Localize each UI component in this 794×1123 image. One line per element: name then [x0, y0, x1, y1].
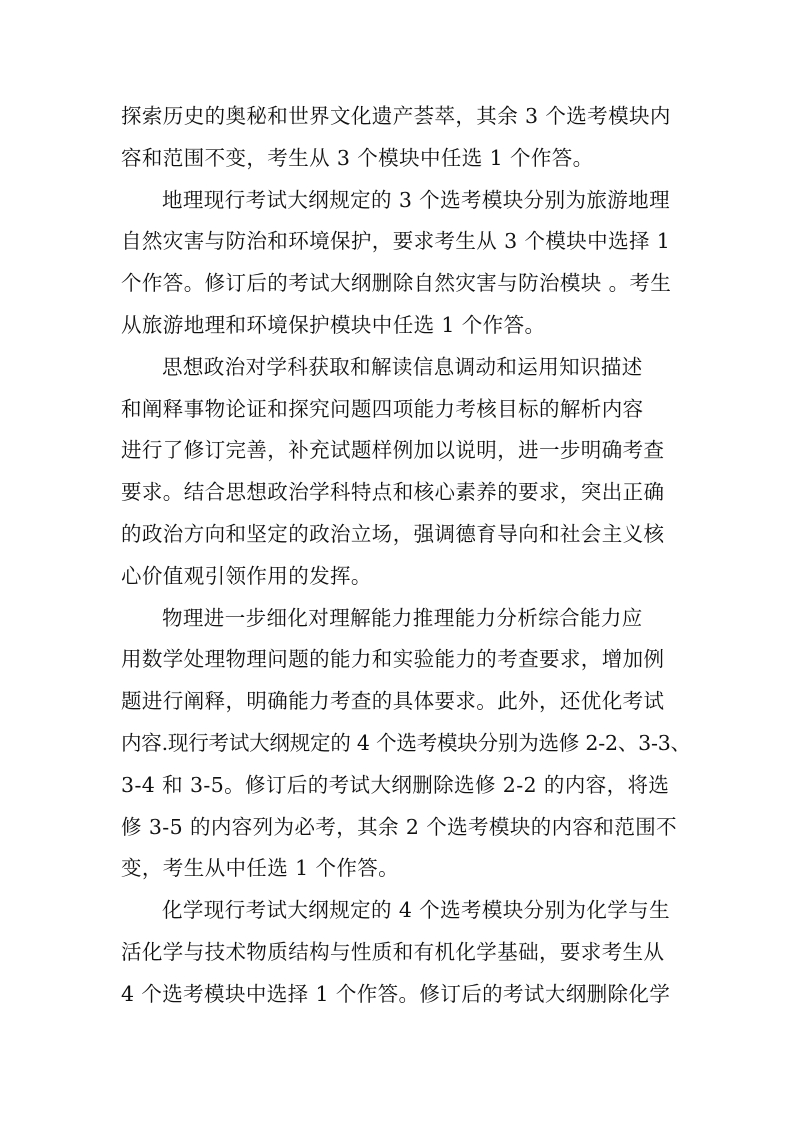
paragraph-geography	[121, 180, 677, 347]
text-line: 4 个选考模块中选择 1 个作答。修订后的考试大纲删除化学	[121, 981, 671, 1006]
text-line: 用数学处理物理问题的能力和实验能力的考查要求，增加例	[121, 647, 665, 672]
text-line: 从旅游地理和环境保护模块中任选 1 个作答。	[121, 312, 546, 337]
text-line: 内容.现行考试大纲规定的 4 个选考模块分别为选修 2-2、3-3、	[121, 730, 691, 755]
text-line: 物理进一步细化对理解能力推理能力分析综合能力应	[162, 605, 643, 630]
text-line: 自然灾害与防治和环境保护，要求考生从 3 个模块中选择 1	[121, 229, 671, 254]
text-line: 题进行阐释，明确能力考查的具体要求。此外，还优化考试	[121, 689, 665, 714]
text-line: 探索历史的奥秘和世界文化遗产荟萃，其余 3 个选考模块内	[121, 104, 671, 128]
text-line: 和阐释事物论证和探究问题四项能力考核目标的解析内容	[121, 396, 644, 421]
text-line: 变，考生从中任选 1 个作答。	[121, 856, 400, 881]
text-line: 心价值观引领作用的发挥。	[121, 563, 372, 588]
text-line: 修 3-5 的内容列为必考，其余 2 个选考模块的内容和范围不	[121, 814, 678, 839]
text-line: 思想政治对学科获取和解读信息调动和运用知识描述	[162, 354, 643, 379]
text-line: 地理现行考试大纲规定的 3 个选考模块分别为旅游地理	[162, 187, 670, 212]
text-line: 要求。结合思想政治学科特点和核心素养的要求，突出正确	[121, 480, 665, 505]
text-line: 容和范围不变，考生从 3 个模块中任选 1 个作答。	[121, 145, 594, 170]
text-line: 的政治方向和坚定的政治立场，强调德育导向和社会主义核	[121, 521, 665, 546]
paragraph-politics	[121, 347, 677, 598]
paragraph-physics	[121, 598, 691, 891]
paragraph-chemistry	[121, 890, 677, 1015]
text-line: 化学现行考试大纲规定的 4 个选考模块分别为化学与生	[162, 898, 670, 923]
text-line: 个作答。修订后的考试大纲删除自然灾害与防治模块 。考生	[121, 271, 672, 296]
text-line: 活化学与技术物质结构与性质和有机化学基础，要求考生从	[121, 939, 665, 964]
document-body	[121, 96, 691, 1016]
text-line: 3-4 和 3-5。修订后的考试大纲删除选修 2-2 的内容，将选	[121, 772, 670, 797]
paragraph-history-continued	[121, 96, 677, 180]
text-line: 进行了修订完善，补充试题样例加以说明，进一步明确考查	[121, 438, 665, 463]
